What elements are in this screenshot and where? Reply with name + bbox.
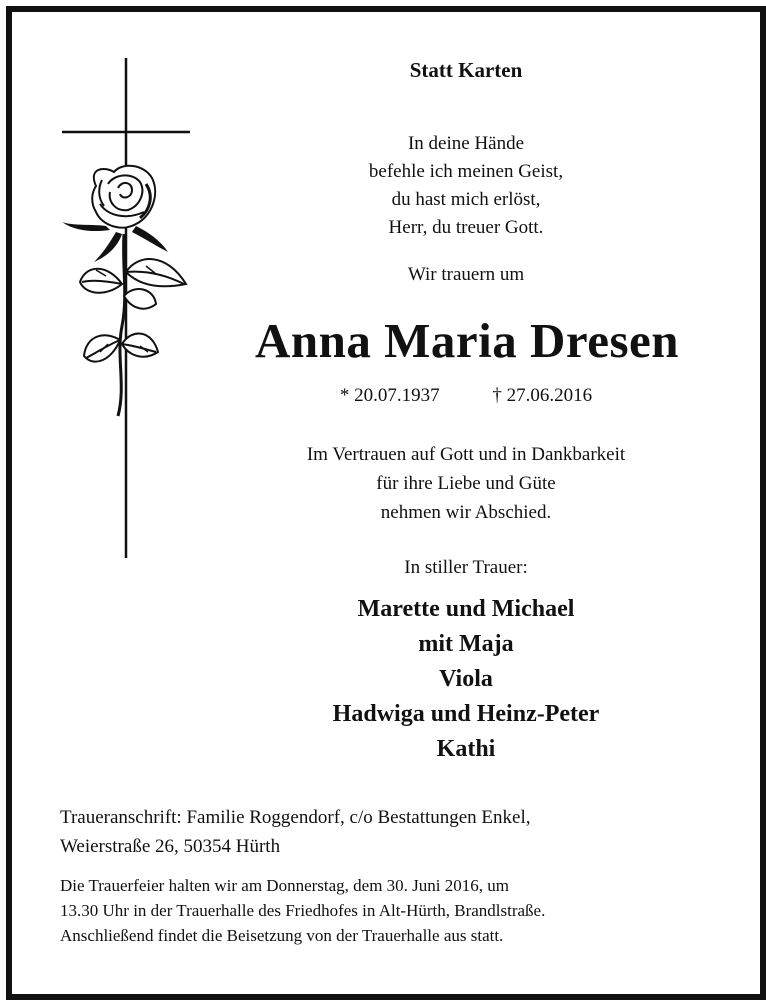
service-line: 13.30 Uhr in der Trauerhalle des Friedhofes in Alt-Hürth, Brandlstraße. [60, 901, 546, 920]
verse-line: In deine Hände [407, 133, 525, 154]
cross-with-rose-icon [56, 56, 196, 566]
heading: Statt Karten [409, 58, 523, 82]
bible-verse [226, 130, 706, 242]
farewell-text [226, 440, 706, 527]
family-member: Kathi [436, 736, 496, 762]
family-member: Hadwiga und Heinz-Peter [332, 701, 600, 727]
farewell-line: Im Vertrauen auf Gott und in Dankbarkeit [306, 444, 626, 465]
family-member: mit Maja [418, 631, 514, 657]
death-date: † 27.06.2016 [492, 385, 593, 406]
verse-line: befehle ich meinen Geist, [368, 161, 564, 182]
service-line: Die Trauerfeier halten wir am Donnerstag, dem 30. Juni 2016, um [60, 876, 509, 895]
life-dates [226, 385, 706, 407]
deceased-name: Anna Maria Dresen [254, 313, 680, 368]
birth-date: * 20.07.1937 [339, 385, 440, 406]
farewell-line: nehmen wir Abschied. [380, 502, 552, 523]
verse-line: du hast mich erlöst, [391, 189, 541, 210]
address-line: Weierstraße 26, 50354 Hürth [60, 836, 281, 857]
family-list [226, 592, 706, 767]
family-member: Viola [439, 666, 493, 692]
funeral-service-info [60, 873, 720, 948]
service-line: Anschließend findet die Beisetzung von der Trauerhalle aus statt. [60, 926, 504, 945]
family-member: Marette und Michael [357, 596, 575, 622]
address-line: Traueranschrift: Familie Roggendorf, c/o Bestattungen Enkel, [60, 807, 531, 828]
silent-grief-label: In stiller Trauer: [404, 557, 528, 578]
mourning-address [60, 803, 720, 861]
mourning-intro: Wir trauern um [407, 264, 525, 285]
verse-line: Herr, du treuer Gott. [388, 217, 544, 238]
farewell-line: für ihre Liebe und Güte [376, 473, 556, 494]
